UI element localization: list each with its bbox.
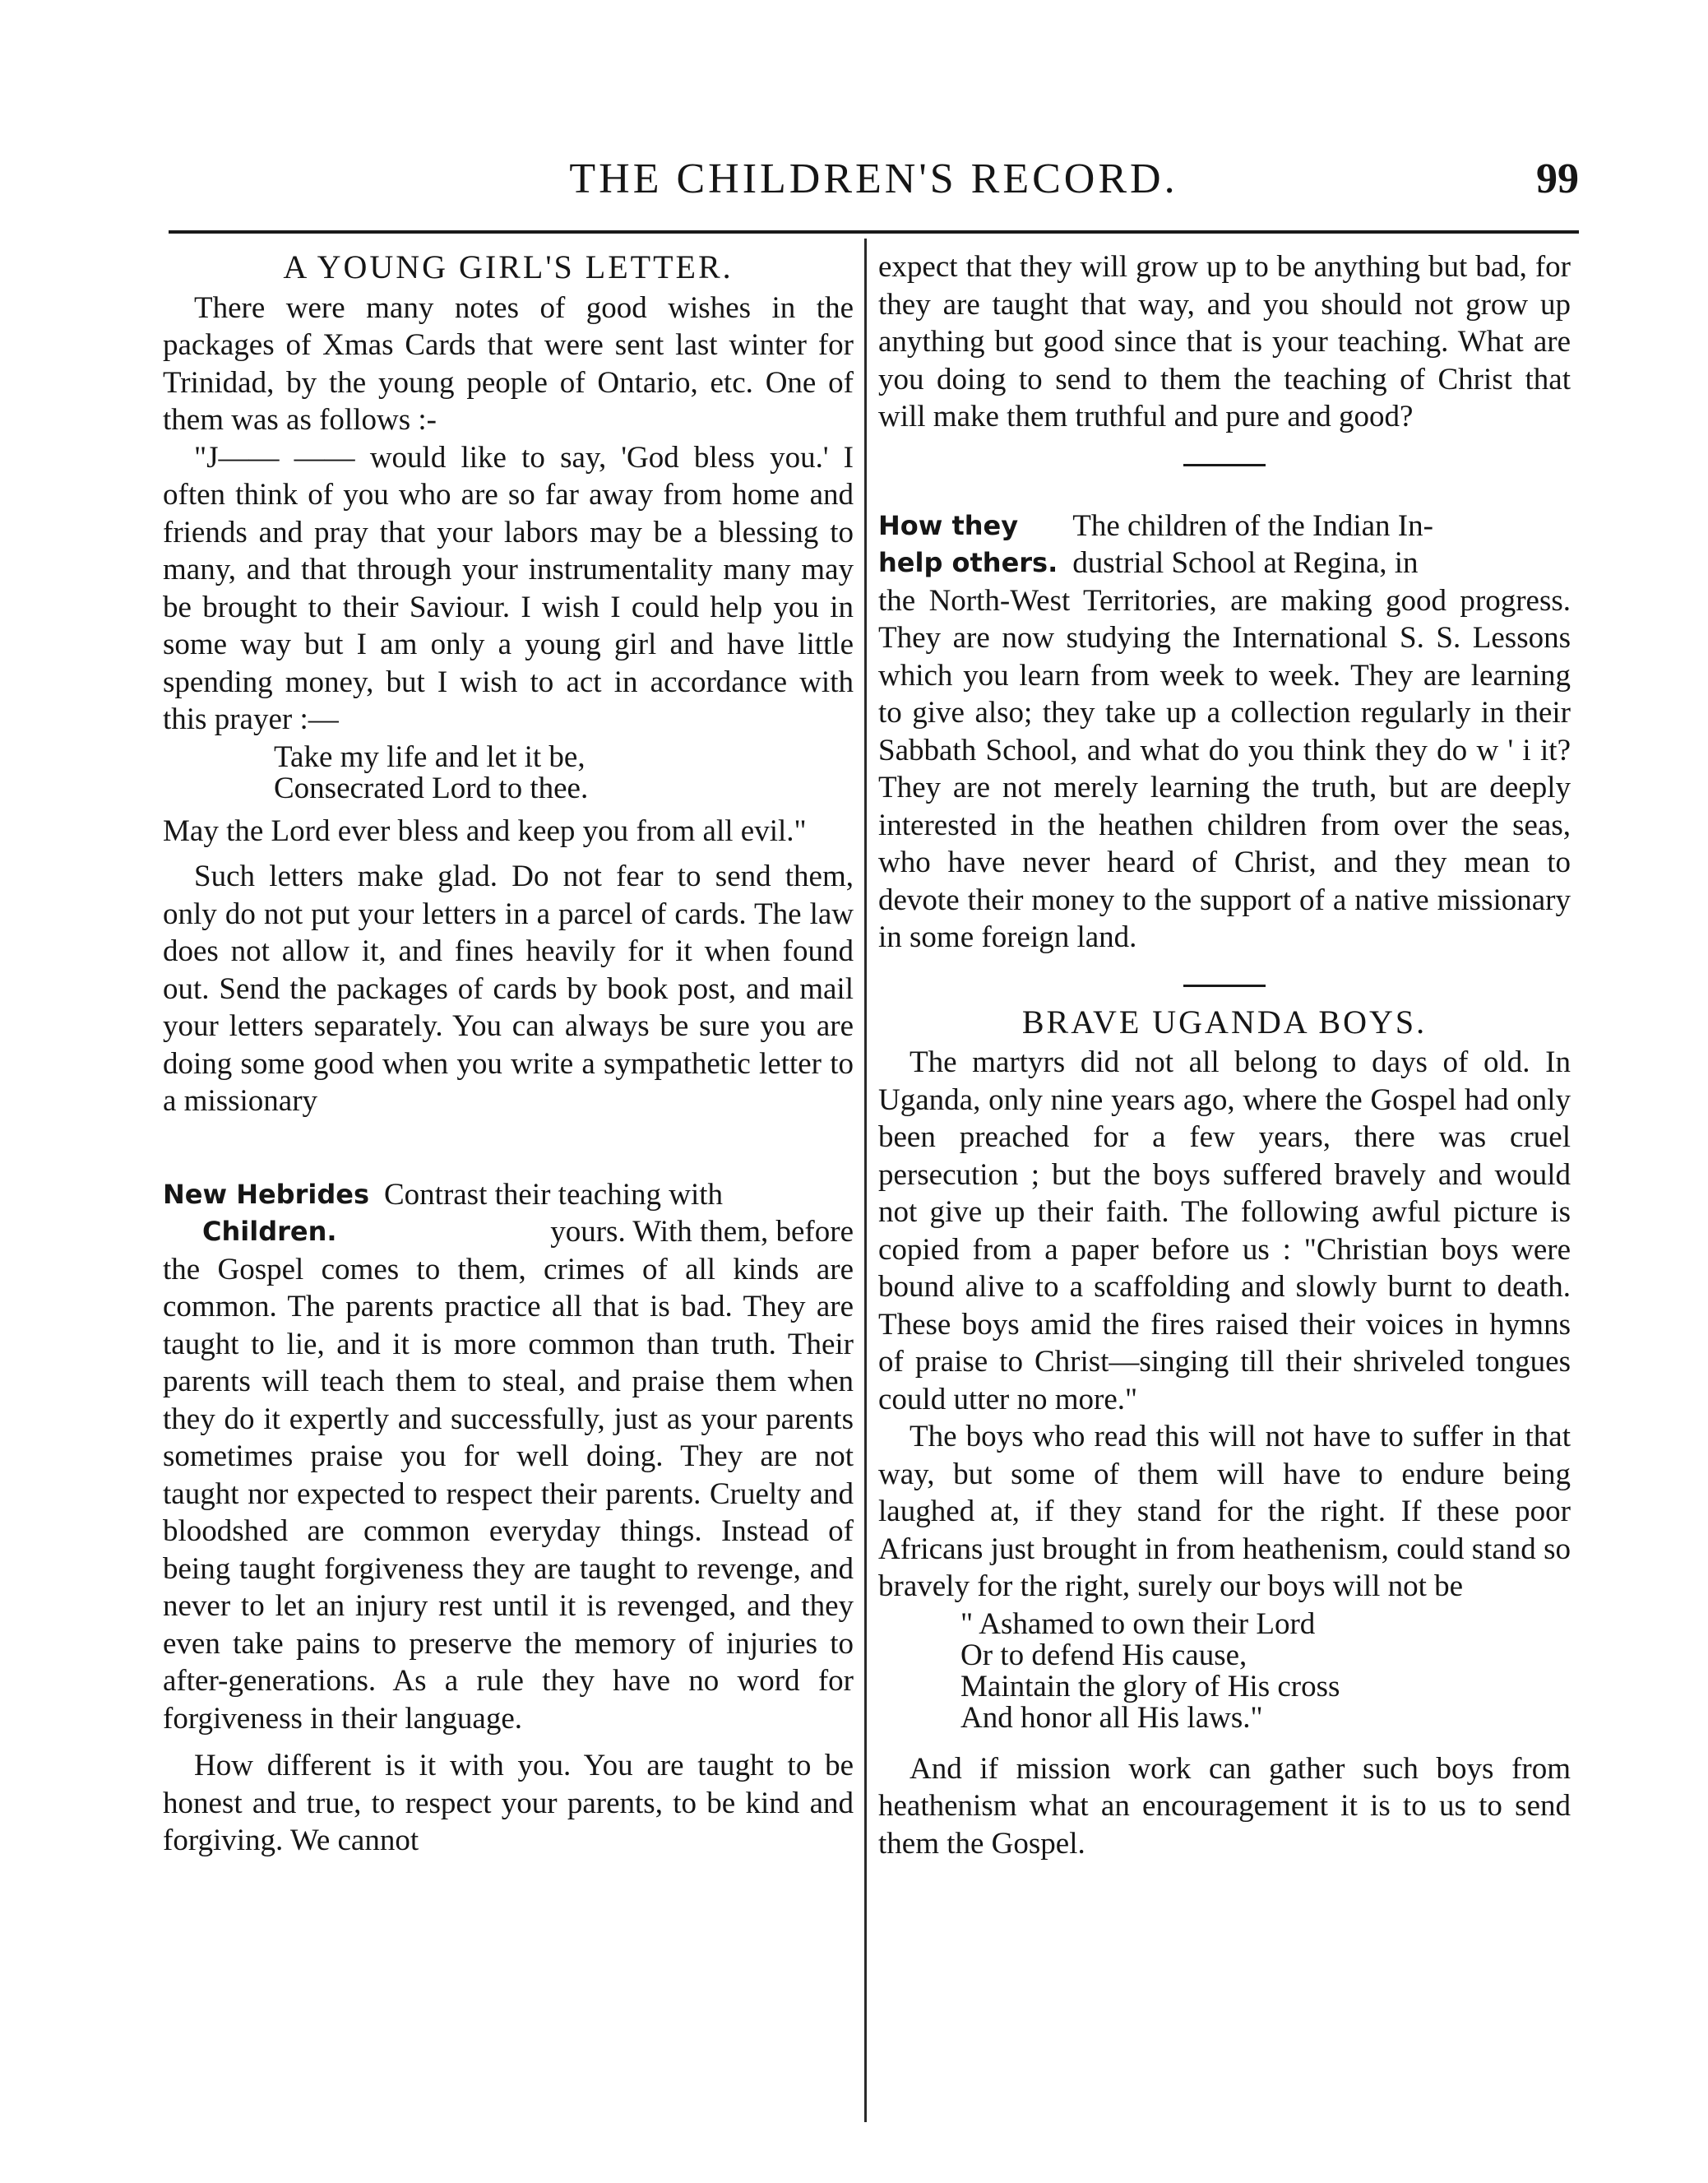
uganda-closing-paragraph: And if mission work can gather such boys from heathenism what an encouragement it is to us to send them the Gospel.: [878, 1751, 1571, 1861]
verse-line: " Ashamed to own their Lord: [960, 1606, 1316, 1641]
hebrides-lead-line: yours. With them, before: [550, 1215, 854, 1249]
hebrides-contrast-paragraph: How different is it with you. You are taught to be honest and true, to respect your parents, to be kind and forgiving. We cannot: [163, 1749, 854, 1857]
hebrides-lead-line: Contrast their teaching with: [383, 1177, 724, 1212]
regina-lead-line: dustrial School at Regina, in: [1072, 546, 1419, 580]
verse-line: Or to defend His cause,: [960, 1638, 1247, 1672]
left-column: [163, 248, 854, 1860]
regina-lead: [878, 508, 1571, 582]
side-heading-line: help others.: [878, 547, 1058, 578]
header-rule: [169, 230, 1579, 234]
regina-paragraph: the North-West Territories, are making good progress. They are now studying the International S. S. Lessons which you learn from week to week. They are learning to give also; they take up a collection regularly in their Sabbath School, and what do you think they do w ' i it? They are not merely learning the truth, but are deeply interested in the heathen children from over the seas, who have never heard of Christ, and they mean to devote their money to the support of a native missionary in some foreign land.: [878, 583, 1571, 954]
column-divider: [864, 239, 867, 2122]
uganda-paragraph: The martyrs did not all belong to days of old. In Uganda, only nine years ago, where the Gospel had only been preached for a few years, there was cruel persecution ; but the boys suffered bravely and would not give up their faith. The following awful picture is copied from a paper before us : "Christian boys were bound alive to a scaffolding and slowly burnt to death. These boys amid the fires raised their voices in hymns of praise to Christ—singing till their shriveled tongues could utter no more.": [878, 1045, 1571, 1416]
page-header: [169, 155, 1579, 212]
uganda-paragraph: The boys who read this will not have to suffer in that way, but some of them will have to endure being laughed at, if they stand for the right. If these poor Africans just brought in from heathenism, could stand so bravely for the right, surely our boys will not be: [878, 1420, 1571, 1603]
verse-line: Maintain the glory of His cross: [960, 1669, 1340, 1703]
letter-intro-paragraph: There were many notes of good wishes in the packages of Xmas Cards that were sent last winter for Trinidad, by the young people of Ontario, etc. One of them was as follows :-: [163, 290, 854, 437]
letter-heading: A YOUNG GIRL'S LETTER.: [283, 248, 734, 285]
uganda-verse: [878, 1606, 1571, 1735]
regina-side-heading: [878, 508, 1072, 582]
hebrides-side-heading: [163, 1176, 384, 1251]
side-heading-line: New Hebrides: [163, 1178, 369, 1210]
verse-line: Consecrated Lord to thee.: [274, 771, 589, 805]
side-heading-line: Children.: [202, 1216, 337, 1247]
hebrides-continued-paragraph: expect that they will grow up to be anything but bad, for they are taught that way, and you should not grow up anything but good since that is your teaching. What are you doing to send to them the teaching of Christ that will make them truthful and pure and good?: [878, 250, 1571, 433]
verse-line: Take my life and let it be,: [274, 739, 586, 774]
letter-verse: [163, 739, 854, 805]
running-title: THE CHILDREN'S RECORD.: [569, 155, 1178, 202]
verse-line: And honor all His laws.": [960, 1700, 1263, 1735]
right-column: [878, 248, 1571, 1862]
page-number: 99: [1536, 155, 1579, 202]
side-heading-line: How they: [878, 509, 1019, 541]
regina-lead-line: The children of the Indian In-: [1072, 508, 1433, 543]
letter-body-paragraph: "J—— —— would like to say, 'God bless you.' I often think of you who are so far away from home and friends and pray that your labors may be a blessing to many, and that through your instrumentality many may be brought to their Saviour. I wish I could help you in some way but I am only a young girl and have little spending money, but I wish to act in accordance with this prayer :—: [163, 440, 854, 736]
letter-advice-paragraph: Such letters make glad. Do not fear to send them, only do not put your letters in a parcel of cards. The law does not allow it, and fines heavily for it when found out. Send the packages of cards by book post, and mail your letters separately. You can always be sure you are doing some good when you write a sympathetic letter to a missionary: [163, 860, 854, 1118]
letter-closing-paragraph: May the Lord ever bless and keep you from all evil.": [163, 813, 807, 848]
hebrides-lead: [163, 1176, 854, 1251]
hebrides-paragraph: the Gospel comes to them, crimes of all kinds are common. The parents practice all that is bad. They are taught to lie, and it is more common than truth. Their parents will teach them to steal, and praise them when they do it expertly and successfully, just as your parents sometimes praise you for well doing. They are not taught nor expected to respect their parents. Cruelty and bloodshed are common everyday things. Instead of being taught forgiveness they are taught to revenge, and never to let an injury rest until it is revenged, and they even take pains to preserve the memory of injuries to after-generations. As a rule they have no word for forgiveness in their language.: [163, 1252, 854, 1736]
uganda-heading: BRAVE UGANDA BOYS.: [1021, 1003, 1428, 1041]
